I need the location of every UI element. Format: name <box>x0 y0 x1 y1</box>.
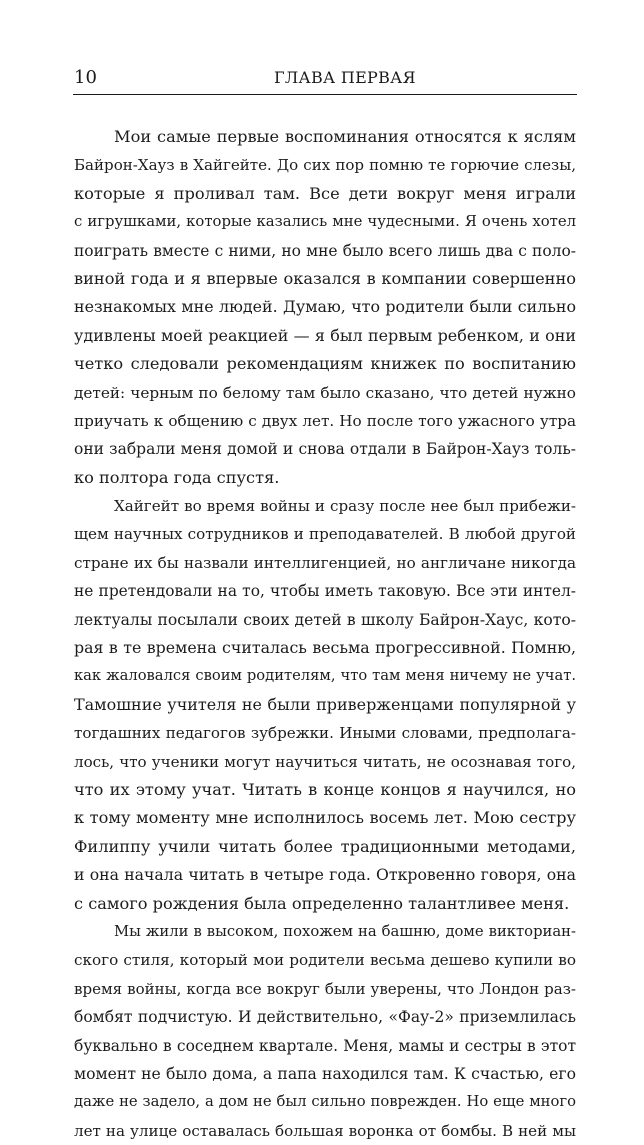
text-line: что их этому учат. Читать в конце концов я научился, но <box>74 779 576 799</box>
text-line: приучать к общению с двух лет. Но после того ужасного утра <box>74 411 576 430</box>
text-line: поиграть вместе с ними, но мне было всего лишь два с поло- <box>74 241 576 260</box>
text-line: стране их бы назвали интеллигенцией, но англичане никогда <box>74 553 576 572</box>
text-line: не претендовали на то, чтобы иметь таковую. Все эти интел- <box>74 582 576 601</box>
text-line: Мои самые первые воспоминания относятся к яслям <box>114 127 576 146</box>
text-line: щем научных сотрудников и преподавателей. В любой другой <box>74 525 576 544</box>
header-rule <box>73 94 577 95</box>
text-line: буквально в соседнем квартале. Меня, мамы и сестры в этот <box>74 1036 576 1055</box>
text-line: Филиппу учили читать более традиционными методами, <box>74 836 576 856</box>
text-line: незнакомых мне людей. Думаю, что родители были сильно <box>74 297 576 317</box>
text-line: и она начала читать в четыре года. Откровенно говоря, она <box>74 865 576 885</box>
text-line: удивлены моей реакцией — я был первым ребенком, и они <box>74 325 576 345</box>
text-line: Мы жили в высоком, похожем на башню, доме викториан- <box>114 922 576 940</box>
paragraph-1 <box>74 123 576 492</box>
text-line: лось, что ученики могут научиться читать, не осознавая того, <box>74 752 576 771</box>
text-line: с игрушками, которые казались мне чудесными. Я очень хотел <box>74 213 576 231</box>
running-head <box>74 66 576 90</box>
text-line: тогдашних педагогов зубрежки. Иными словами, предполага- <box>74 724 576 743</box>
text-line: лектуалы посылали своих детей в школу Байрон-Хаус, кото- <box>74 610 576 629</box>
text-line: Байрон-Хауз в Хайгейте. До сих пор помню те горючие слезы, <box>74 156 576 175</box>
text-line: к тому моменту мне исполнилось восемь лет. Мою сестру <box>74 808 576 828</box>
text-line: ко полтора года спустя. <box>74 467 280 487</box>
body-text <box>74 123 576 1145</box>
text-line: лет на улице оставалась большая воронка от бомбы. В ней мы <box>74 1121 576 1140</box>
text-line: Хайгейт во время войны и сразу после нее был прибежи- <box>114 497 576 516</box>
text-line: время войны, когда все вокруг были уверены, что Лондон раз- <box>74 979 576 998</box>
text-line: детей: черным по белому там было сказано, что детей нужно <box>74 383 576 402</box>
text-line: рая в те времена считалась весьма прогрессивной. Помню, <box>74 638 576 658</box>
text-line: как жаловался своим родителям, что там меня ничему не учат. <box>74 667 576 685</box>
paragraph-3 <box>74 918 576 1145</box>
text-line: которые я проливал там. Все дети вокруг меня играли <box>74 183 576 203</box>
text-line: Тамошние учителя не были приверженцами популярной у <box>74 694 576 714</box>
text-line: с самого рождения была определенно талантливее меня. <box>74 893 570 913</box>
text-line: четко следовали рекомендациям книжек по воспитанию <box>74 354 576 374</box>
text-line: даже не задело, а дом не был сильно поврежден. Но еще много <box>74 1093 576 1111</box>
text-line: они забрали меня домой и снова отдали в Байрон-Хауз толь- <box>74 440 576 459</box>
text-line: бомбят подчистую. И действительно, «Фау-2» приземлилась <box>74 1008 576 1027</box>
chapter-title: ГЛАВА ПЕРВАЯ <box>274 68 416 87</box>
paragraph-2 <box>74 492 576 918</box>
page-number: 10 <box>74 67 97 88</box>
text-line: виной года и я впервые оказался в компании совершенно <box>74 268 576 288</box>
text-line: ского стиля, который мои родители весьма дешево купили во <box>74 951 576 970</box>
text-line: момент не было дома, а папа находился там. К счастью, его <box>74 1064 576 1083</box>
